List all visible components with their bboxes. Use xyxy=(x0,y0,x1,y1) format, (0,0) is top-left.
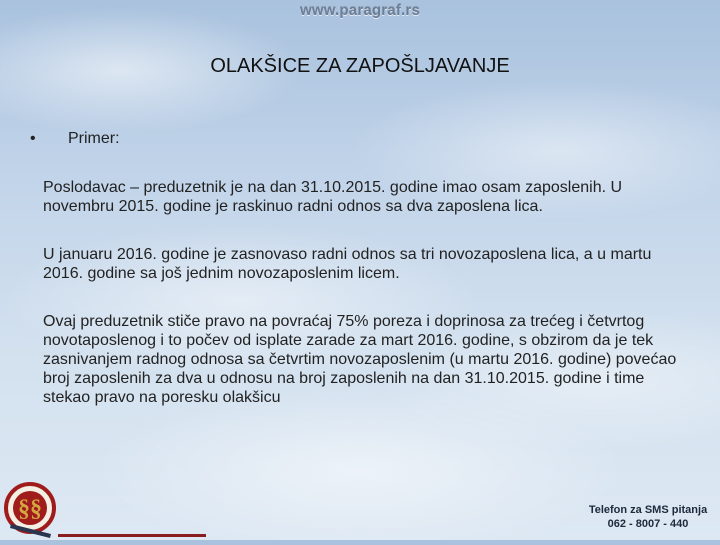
sms-contact xyxy=(582,503,714,531)
paragraf-logo xyxy=(2,478,62,540)
footer-divider xyxy=(58,534,206,537)
paragraph-1: Poslodavac – preduzetnik je na dan 31.10.2015. godine imao osam zaposlenih. U novembru 2015. godine je raskinuo radni odnos sa dva zaposlena lica. xyxy=(43,179,623,215)
paragraf-seal-icon xyxy=(2,478,62,540)
bullet-dot-icon: • xyxy=(30,130,36,147)
bullet-item xyxy=(30,130,120,148)
bullet-text: Primer: xyxy=(68,130,120,147)
slide-title: OLAKŠICE ZA ZAPOŠLJAVANJE xyxy=(210,55,510,77)
paragraph-3: Ovaj preduzetnik stiče pravo na povraćaj 75% poreza i doprinosa za trećeg i četvrtog novotaposlenog i to počev od isplate zarade za mart 2016. godine, s obzirom da je tek zasnivanjem radnog odnosa sa četvrtim novozaposlenim (u martu 2016. godine) povećao broj zaposlenih za dva u odnosu na broj zaposlenih na dan 31.10.2015. godine i time stekao pravo na poresku olakšicu xyxy=(43,313,677,406)
contact-label: Telefon za SMS pitanja xyxy=(588,504,708,516)
site-url[interactable]: www.paragraf.rs xyxy=(300,2,420,19)
paragraph-2: U januaru 2016. godine je zasnovaso radni odnos sa tri novozaposlena lica, a u martu 2016. godine sa još jednim novozaposlenim licem. xyxy=(43,246,652,282)
svg-text:§§: §§ xyxy=(18,496,42,522)
contact-phone[interactable]: 062 - 8007 - 440 xyxy=(607,518,689,530)
